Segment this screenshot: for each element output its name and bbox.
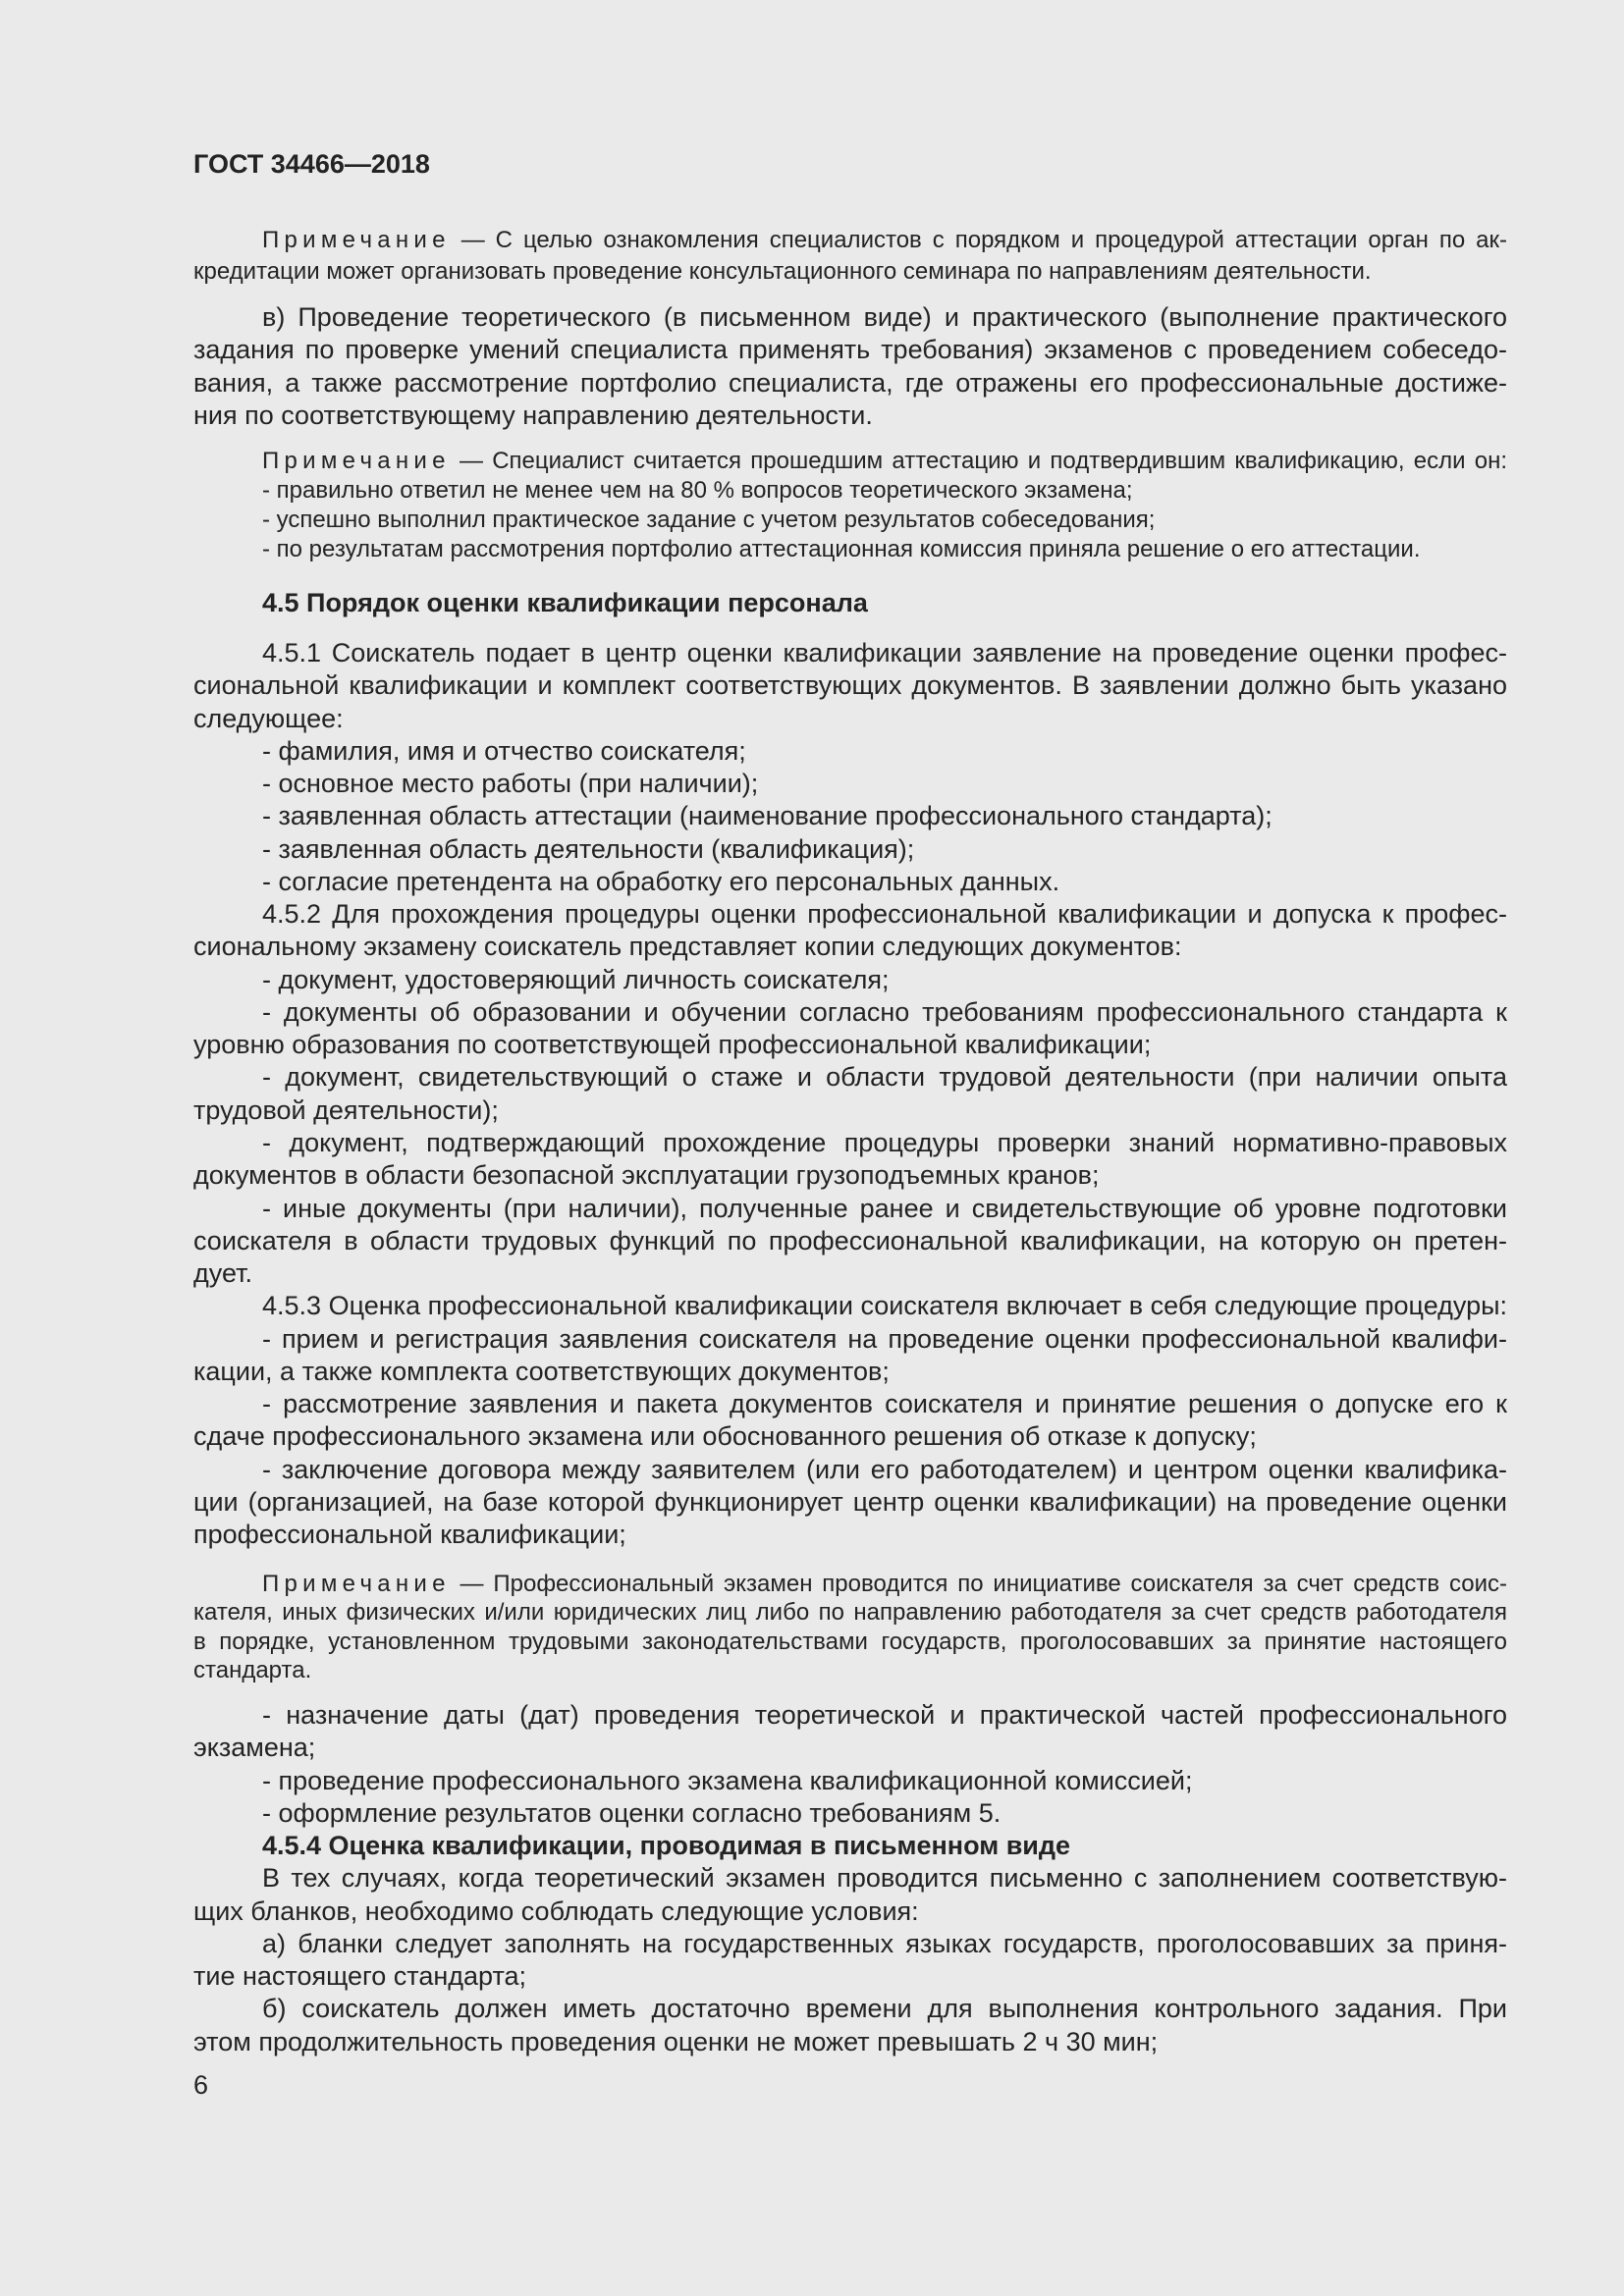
clause-4-5-2-line: сиональному экзамену соискатель представляет копии следующих документов:: [193, 932, 1182, 962]
note-3-line: в порядке, установленном трудовыми законодательствами государств, проголосовавших за принятие настоящего: [193, 1628, 1507, 1655]
item-v-line: ния по соответствующему направлению деятельности.: [193, 400, 873, 430]
list-item-line: уровню образования по соответствующей профессиональной квалификации;: [193, 1030, 1152, 1060]
list-item: - основное место работы (при наличии);: [262, 769, 759, 799]
list-item: [193, 964, 1507, 996]
note-2-item: - успешно выполнил практическое задание с учетом результатов собеседования;: [262, 507, 1156, 533]
clause-4-5-1: [193, 637, 1507, 898]
note-1-line: кредитации может организовать проведение консультационного семинара по направлениям деятельности.: [193, 257, 1372, 285]
list-item-line: - документ, подтверждающий прохождение процедуры проверки знаний нормативно-правовых: [262, 1127, 1507, 1157]
list-item: - фамилия, имя и отчество соискателя;: [262, 735, 746, 766]
list-item-line: сдаче профессионального экзамена или обоснованного решения об отказе к допуску;: [193, 1421, 1257, 1452]
note-3: [193, 1570, 1507, 1684]
clause-4-5-3: [193, 1290, 1507, 1551]
list-item-line: - документ, удостоверяющий личность соискателя;: [262, 964, 890, 994]
list-item-line: - документ, свидетельствующий о стаже и области трудовой деятельности (при наличии опыта: [262, 1062, 1507, 1093]
list-item-line: экзамена;: [193, 1733, 316, 1763]
clause-4-5-4-heading: 4.5.4 Оценка квалификации, проводимая в письменном виде: [262, 1831, 1071, 1861]
note-3-line: [193, 1570, 1507, 1598]
page-footer: [193, 2069, 1507, 2102]
note-label: Примечание: [262, 227, 451, 253]
list-item-line: кации, а также комплекта соответствующих документов;: [193, 1356, 890, 1386]
item-v-line: в) Проведение теоретического (в письменном виде) и практического (выполнение практического: [262, 302, 1507, 332]
note-2-item: - правильно ответил не менее чем на 80 % вопросов теоретического экзамена;: [262, 477, 1133, 504]
clause-4-5-2: [193, 898, 1507, 1290]
note-label: Примечание: [262, 448, 451, 474]
list-item: - согласие претендента на обработку его персональных данных.: [262, 866, 1060, 896]
list-item: [193, 1765, 1507, 1797]
note-1-line: [193, 225, 1507, 256]
clause-4-5-3-line: 4.5.3 Оценка профессиональной квалификации соискателя включает в себя следующие процедуры:: [262, 1291, 1507, 1321]
note-2-line: [193, 447, 1507, 476]
list-item: [193, 1797, 1507, 1830]
note-3-text: — Профессиональный экзамен проводится по инициативе соискателя за счет средств соис-: [460, 1571, 1507, 1597]
document-header: [193, 148, 1507, 181]
list-item-line: а) бланки следует заполнять на государственных языках государств, проголосовавших за приня-: [262, 1928, 1507, 1958]
item-v: [193, 301, 1507, 432]
list-item-line: - прием и регистрация заявления соискателя на проведение оценки профессиональной квалифи-: [262, 1323, 1507, 1354]
list-item-line: - назначение даты (дат) проведения теоретической и практической частей профессионального: [262, 1700, 1507, 1730]
clause-4-5-1-line: 4.5.1 Соискатель подает в центр оценки квалификации заявление на проведение оценки профес-: [262, 638, 1507, 667]
list-item: - заявленная область аттестации (наименование профессионального стандарта);: [262, 801, 1272, 831]
list-item: [193, 1993, 1507, 2058]
list-item: [193, 1323, 1507, 1389]
list-item: - заявленная область деятельности (квалификация);: [262, 833, 915, 864]
page-number: 6: [193, 2070, 209, 2100]
list-item-line: этом продолжительность проведения оценки не может превышать 2 ч 30 мин;: [193, 2026, 1159, 2056]
list-item-line: - заключение договора между заявителем (или его работодателем) и центром оценки квалифика-: [262, 1454, 1507, 1484]
list-item-line: ции (организацией, на базе которой функционирует центр оценки квалификации) на проведение оценки: [193, 1486, 1507, 1517]
item-v-line: вания, а также рассмотрение портфолио специалиста, где отражены его профессиональные достиже-: [193, 367, 1507, 398]
section-4-5-body: [193, 637, 1507, 1551]
list-item-line: - документы об образовании и обучении согласно требованиям профессионального стандарта к: [262, 996, 1507, 1027]
note-3-line: кателя, иных физических и/или юридических лиц либо по направлению работодателя за счет средств работодателя: [193, 1599, 1507, 1627]
item-v-line: задания по проверке умений специалиста применять требования) экзаменов с проведением собеседо-: [193, 335, 1507, 365]
clause-4-5-4: [193, 1830, 1507, 2058]
note-label: Примечание: [262, 1571, 451, 1597]
list-item-line: б) соискатель должен иметь достаточно времени для выполнения контрольного задания. При: [262, 1994, 1507, 2024]
list-item: [193, 1127, 1507, 1193]
list-item: [193, 1388, 1507, 1454]
clause-4-5-4-line: В тех случаях, когда теоретический экзамен проводится письменно с заполнением соответствую-: [262, 1863, 1507, 1894]
clause-4-5-1-line: следующее:: [193, 703, 344, 733]
list-item-line: соискателя в области трудовых функций по профессиональной квалификации, на которую он претен-: [193, 1225, 1507, 1255]
list-item: [193, 1061, 1507, 1127]
list-item: [193, 1454, 1507, 1552]
list-item: [193, 1928, 1507, 1994]
list-item: [193, 1193, 1507, 1291]
list-item-line: - проведение профессионального экзамена квалификационной комиссией;: [262, 1765, 1193, 1795]
clause-4-5-1-line: сиональной квалификации и комплект соответствующих документов. В заявлении должно быть указано: [193, 670, 1507, 701]
note-2-item: - по результатам рассмотрения портфолио аттестационная комиссия приняла решение о его аттестации.: [262, 536, 1421, 562]
clause-4-5-4-line: щих бланков, необходимо соблюдать следующие условия:: [193, 1896, 919, 1926]
list-item-line: - рассмотрение заявления и пакета документов соискателя и принятие решения о допуске его к: [262, 1389, 1507, 1419]
list-item-line: дует.: [193, 1258, 252, 1289]
section-4-5-continued: [193, 1699, 1507, 2058]
list-item-line: документов в области безопасной эксплуатации грузоподъемных кранов;: [193, 1160, 1100, 1191]
section-4-5: [193, 587, 1507, 619]
note-3-line: стандарта.: [193, 1656, 312, 1683]
list-item-line: - оформление результатов оценки согласно требованиям 5.: [262, 1797, 1001, 1828]
list-item: [193, 1699, 1507, 1765]
note-2-text: — Специалист считается прошедшим аттестацию и подтвердившим квалификацию, если он:: [459, 448, 1507, 474]
list-item-line: - иные документы (при наличии), полученные ранее и свидетельствующие об уровне подготовки: [262, 1193, 1507, 1223]
note-2: [193, 447, 1507, 564]
list-item-line: трудовой деятельности);: [193, 1095, 499, 1125]
note-1-text: — С целью ознакомления специалистов с порядком и процедурой аттестации орган по ак-: [460, 227, 1507, 253]
list-item-line: тие настоящего стандарта;: [193, 1961, 527, 1992]
list-item: [193, 996, 1507, 1062]
clause-4-5-2-line: 4.5.2 Для прохождения процедуры оценки профессиональной квалификации и допуска к профес-: [262, 899, 1507, 930]
standard-code: ГОСТ 34466—2018: [193, 149, 430, 179]
note-1: [193, 225, 1507, 287]
list-item-line: профессиональной квалификации;: [193, 1520, 626, 1550]
section-4-5-heading: 4.5 Порядок оценки квалификации персонала: [262, 588, 868, 617]
